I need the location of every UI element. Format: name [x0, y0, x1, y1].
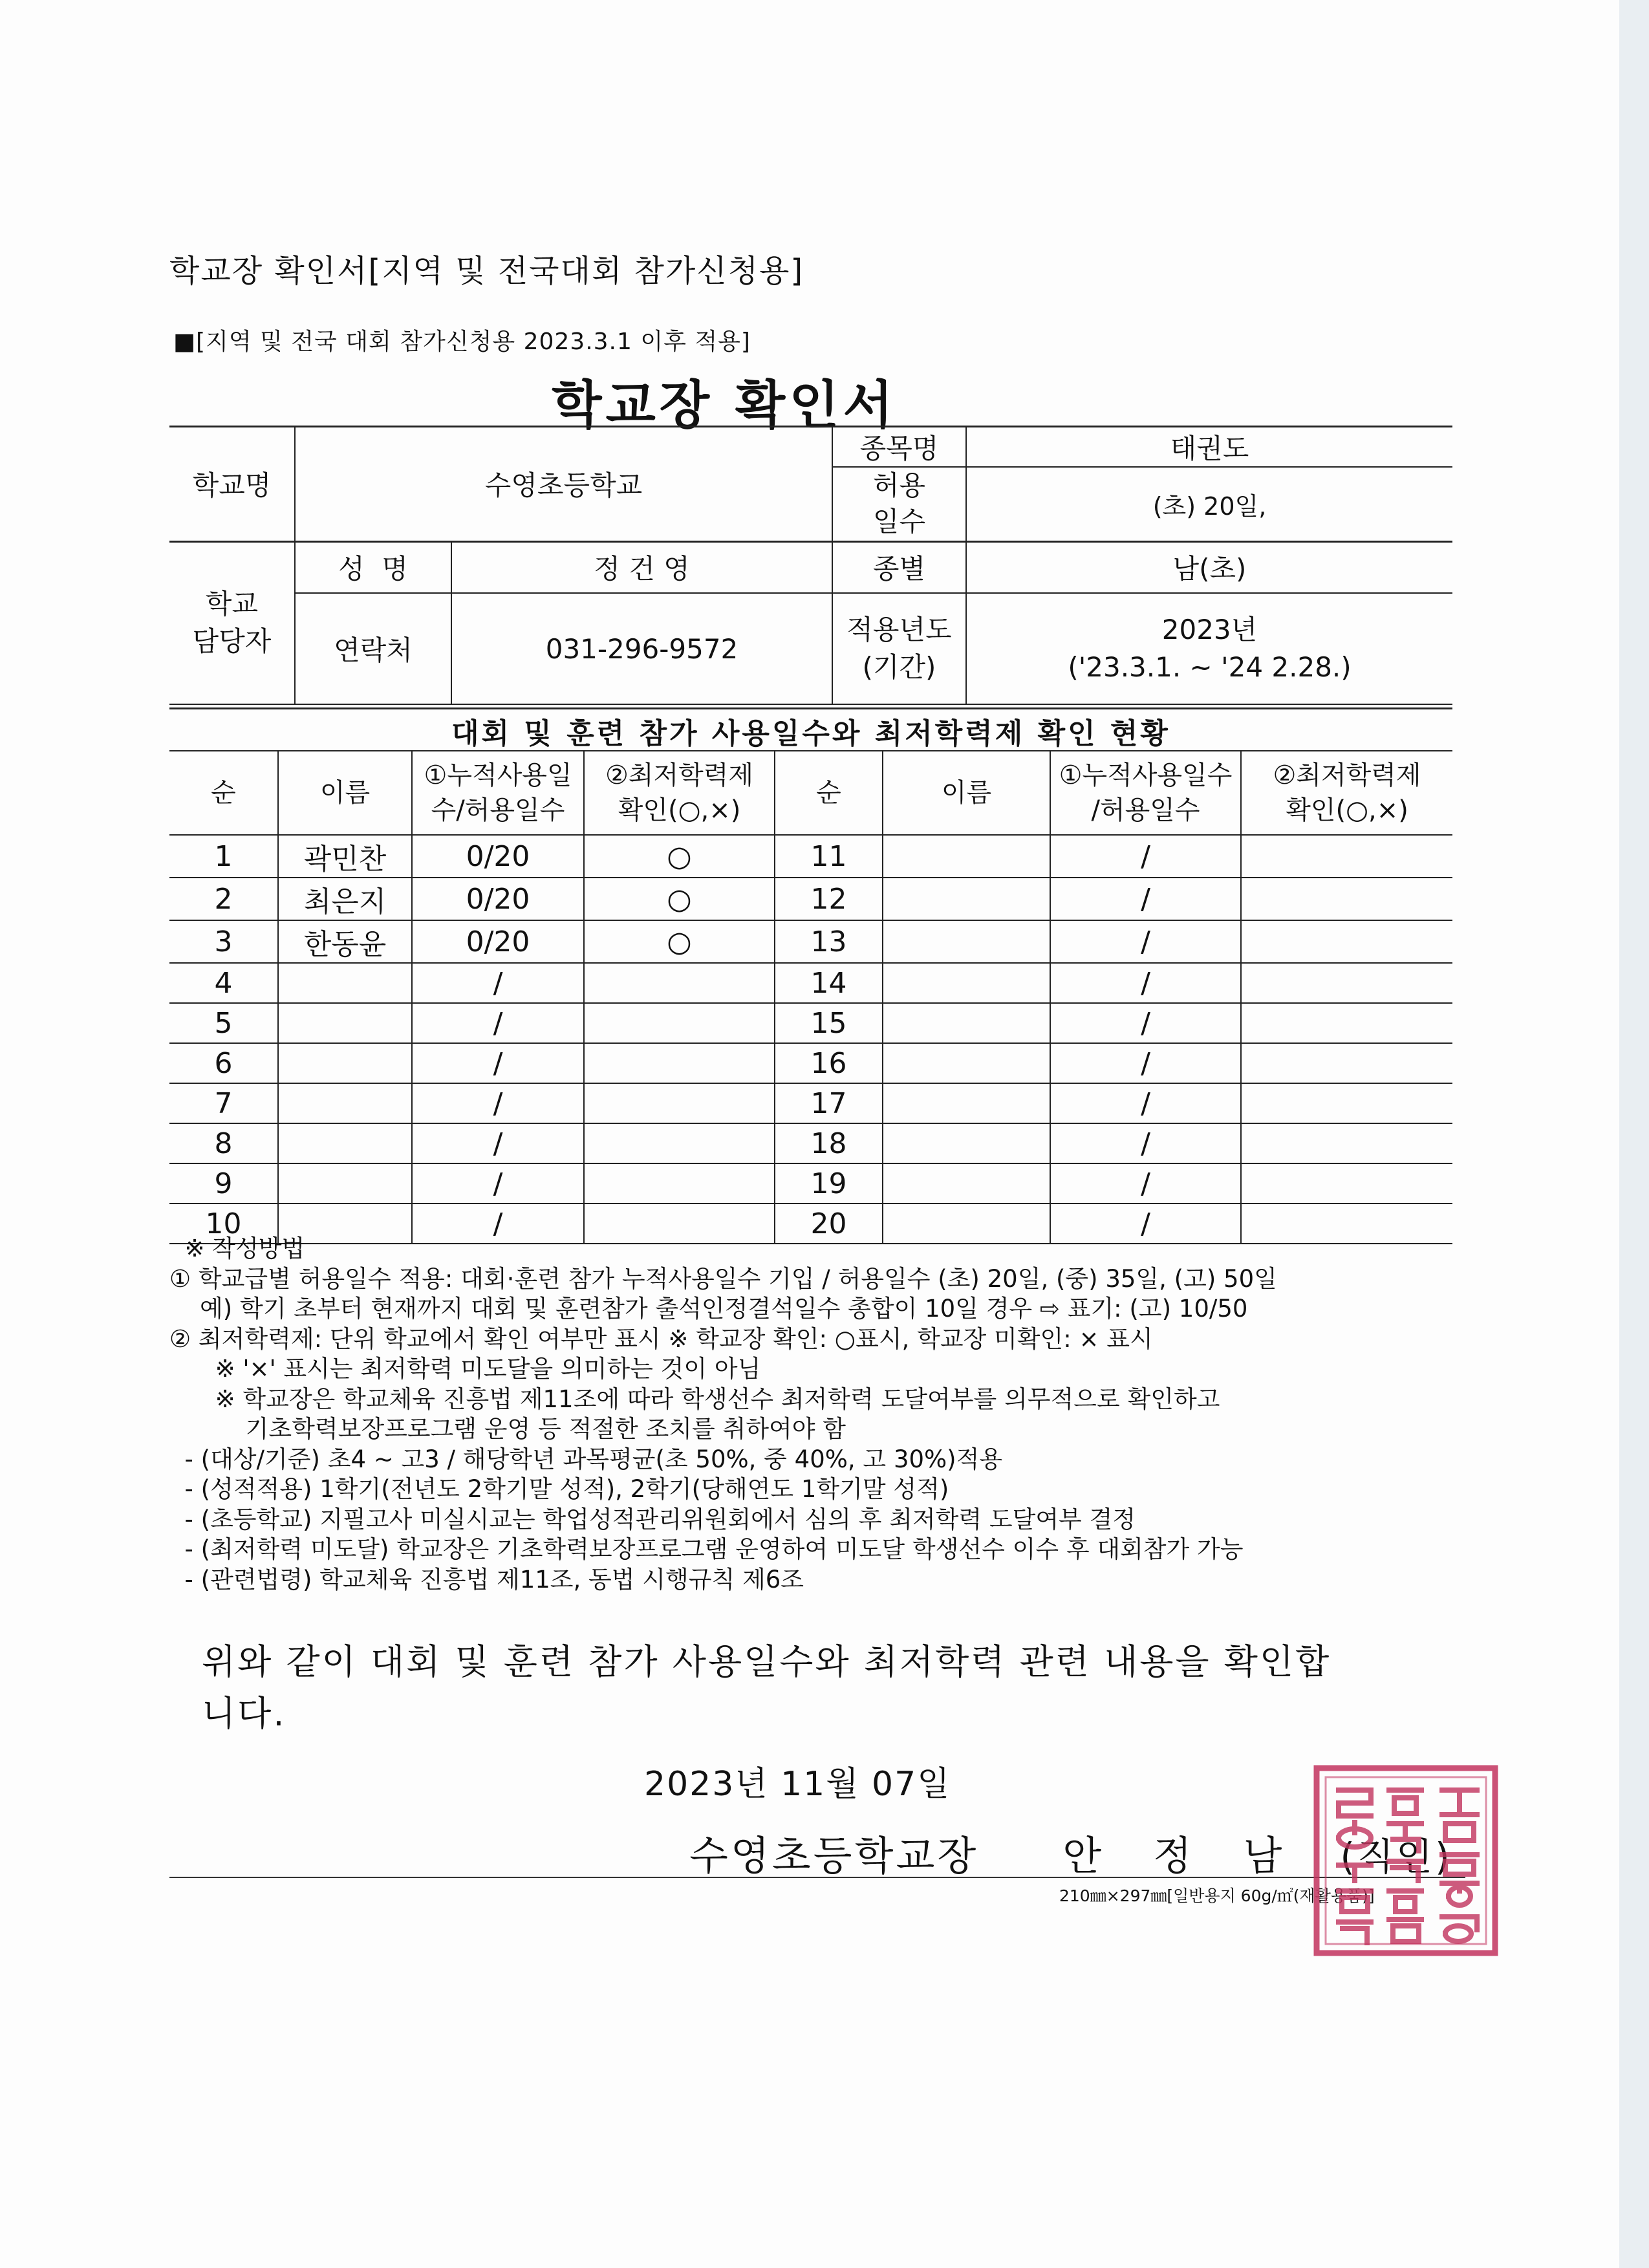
col-no: 순	[169, 751, 278, 835]
row-days: /	[1050, 1083, 1241, 1123]
row-check	[1241, 1083, 1452, 1123]
row-no: 10	[169, 1204, 278, 1244]
contact-value: 031-296-9572	[451, 593, 832, 704]
row-check: ○	[584, 878, 775, 920]
roster-header-row	[169, 751, 1452, 835]
row-check	[1241, 920, 1452, 963]
row-name	[883, 878, 1050, 920]
row-name	[883, 1123, 1050, 1163]
instruction-line: ① 학교급별 허용일수 적용: 대회·훈련 참가 누적사용일수 기입 / 허용일수 (초) 20일, (중) 35일, (고) 50일	[169, 1264, 1277, 1293]
row-no: 9	[169, 1163, 278, 1204]
signer-school: 수영초등학교장	[689, 1832, 979, 1879]
row-days: /	[412, 1163, 584, 1204]
instruction-line: ※ 작성방법	[169, 1235, 305, 1262]
row-check	[584, 1123, 775, 1163]
col-check: ②최저학력제 확인(○,×)	[584, 751, 775, 835]
row-name	[883, 835, 1050, 878]
row-check	[1241, 1003, 1452, 1043]
row-name	[883, 963, 1050, 1003]
row-name	[278, 1043, 412, 1083]
row-check	[1241, 963, 1452, 1003]
row-name	[278, 963, 412, 1003]
table-row	[169, 963, 1452, 1003]
row-check	[584, 1003, 775, 1043]
col-check-right: ②최저학력제 확인(○,×)	[1241, 751, 1452, 835]
row-days: /	[412, 1003, 584, 1043]
instruction-line: - (대상/기준) 초4 ~ 고3 / 해당학년 과목평균(초 50%, 중 40%, 고 30%)적용	[169, 1445, 1003, 1473]
row-no: 8	[169, 1123, 278, 1163]
issue-date: 2023년 11월 07일	[644, 1765, 951, 1804]
row-no: 6	[169, 1043, 278, 1083]
table-row	[169, 835, 1452, 878]
gender-label: 종별	[832, 541, 966, 593]
instruction-line: 예) 학기 초부터 현재까지 대회 및 훈련참가 출석인정결석일수 총합이 10일 경우 ⇨ 표기: (고) 10/50	[169, 1295, 1248, 1323]
row-check: ○	[584, 920, 775, 963]
row-check	[1241, 1043, 1452, 1083]
school-label: 학교명	[169, 427, 295, 542]
gender-value: 남(초)	[966, 541, 1452, 593]
row-days: /	[1050, 1163, 1241, 1204]
col-name: 이름	[278, 751, 412, 835]
row-name	[883, 920, 1050, 963]
row-no: 1	[169, 835, 278, 878]
row-days: /	[412, 963, 584, 1003]
row-no: 17	[775, 1083, 883, 1123]
table-row	[169, 1123, 1452, 1163]
row-days: /	[412, 1043, 584, 1083]
notice-line: ■[지역 및 전국 대회 참가신청용 2023.3.1 이후 적용]	[173, 329, 751, 355]
col-days: ①누적사용일 수/허용일수	[412, 751, 584, 835]
row-days: 0/20	[412, 920, 584, 963]
sport-label: 종목명	[832, 427, 966, 468]
instruction-line: - (성적적용) 1학기(전년도 2학기말 성적), 2학기(당해연도 1학기말 성적)	[169, 1475, 949, 1503]
row-name	[883, 1003, 1050, 1043]
row-days: /	[1050, 1043, 1241, 1083]
row-check: ○	[584, 835, 775, 878]
scan-edge	[1619, 0, 1649, 2268]
row-name: 한동윤	[278, 920, 412, 963]
row-name	[883, 1043, 1050, 1083]
signer-name: 안 정 남	[1062, 1832, 1302, 1879]
row-no: 14	[775, 963, 883, 1003]
manager-label: 학교 담당자	[169, 541, 295, 704]
row-check	[1241, 1163, 1452, 1204]
row-check	[584, 963, 775, 1003]
name-label: 성 명	[295, 541, 451, 593]
instruction-line: - (최저학력 미도달) 학교장은 기초학력보장프로그램 운영하여 미도달 학생선수 이수 후 대회참가 가능	[169, 1535, 1244, 1563]
col-name-right: 이름	[883, 751, 1050, 835]
row-name: 곽민찬	[278, 835, 412, 878]
row-days: /	[1050, 963, 1241, 1003]
row-days: /	[1050, 1204, 1241, 1244]
row-check	[584, 1163, 775, 1204]
row-days: /	[1050, 920, 1241, 963]
row-days: /	[1050, 835, 1241, 878]
row-no: 19	[775, 1163, 883, 1204]
row-check	[1241, 878, 1452, 920]
row-name: 최은지	[278, 878, 412, 920]
instruction-line: - (관련법령) 학교체육 진흥법 제11조, 동법 시행규칙 제6조	[169, 1565, 804, 1593]
info-table	[169, 426, 1452, 705]
row-no: 15	[775, 1003, 883, 1043]
contact-label: 연락처	[295, 593, 451, 704]
row-check	[584, 1043, 775, 1083]
row-no: 5	[169, 1003, 278, 1043]
row-days: 0/20	[412, 835, 584, 878]
row-check	[584, 1083, 775, 1123]
row-name	[278, 1003, 412, 1043]
paper-spec: 210㎜×297㎜[일반용지 60g/㎡(재활용품)]	[1059, 1886, 1375, 1905]
row-name	[883, 1083, 1050, 1123]
table-row	[169, 1163, 1452, 1204]
instruction-line: - (초등학교) 지필고사 미실시교는 학업성적관리위원회에서 심의 후 최저학력 도달여부 결정	[169, 1505, 1136, 1533]
seal-label: (직인)	[1340, 1835, 1452, 1879]
row-no: 3	[169, 920, 278, 963]
row-no: 11	[775, 835, 883, 878]
allowed-days-label: 허용 일수	[832, 467, 966, 541]
table-row	[169, 1083, 1452, 1123]
row-name	[883, 1163, 1050, 1204]
roster-table	[169, 750, 1452, 1244]
roster-title: 대회 및 훈련 참가 사용일수와 최저학력제 확인 현황	[451, 717, 1170, 750]
row-days: 0/20	[412, 878, 584, 920]
page-title: 학교장 확인서	[552, 375, 897, 435]
year-label: 적용년도 (기간)	[832, 593, 966, 704]
row-check	[1241, 835, 1452, 878]
row-no: 18	[775, 1123, 883, 1163]
confirmation-statement: 위와 같이 대회 및 훈련 참가 사용일수와 최저학력 관련 내용을 확인합 니다.	[202, 1641, 1331, 1734]
table-row	[169, 920, 1452, 963]
table-row	[169, 1003, 1452, 1043]
row-no: 12	[775, 878, 883, 920]
row-days: /	[1050, 1003, 1241, 1043]
row-no: 20	[775, 1204, 883, 1244]
col-days-right: ①누적사용일수 /허용일수	[1050, 751, 1241, 835]
row-days: /	[1050, 1123, 1241, 1163]
instruction-line: ※ 학교장은 학교체육 진흥법 제11조에 따라 학생선수 최저학력 도달여부를 의무적으로 확인하고	[169, 1385, 1220, 1413]
sport-value: 태권도	[966, 427, 1452, 468]
col-no-right: 순	[775, 751, 883, 835]
bottom-rule	[169, 1877, 1465, 1878]
allowed-days-value: (초) 20일,	[966, 467, 1452, 541]
row-no: 16	[775, 1043, 883, 1083]
name-value: 정 건 영	[451, 541, 832, 593]
row-name	[278, 1123, 412, 1163]
table-divider	[169, 707, 1452, 709]
year-value: 2023년 ('23.3.1. ~ '24 2.28.)	[966, 593, 1452, 704]
table-row	[169, 1043, 1452, 1083]
school-value: 수영초등학교	[295, 427, 832, 542]
row-no: 7	[169, 1083, 278, 1123]
instructions	[169, 1234, 1277, 1595]
official-seal-stamp	[1313, 1764, 1499, 1957]
row-no: 13	[775, 920, 883, 963]
row-no: 2	[169, 878, 278, 920]
row-no: 4	[169, 963, 278, 1003]
document-heading: 학교장 확인서[지역 및 전국대회 참가신청용]	[169, 253, 804, 289]
row-days: /	[412, 1083, 584, 1123]
instruction-line: ② 최저학력제: 단위 학교에서 확인 여부만 표시 ※ 학교장 확인: ○표시, 학교장 미확인: × 표시	[169, 1324, 1153, 1353]
instruction-line: ※ '×' 표시는 최저학력 미도달을 의미하는 것이 아님	[169, 1355, 761, 1383]
table-row	[169, 878, 1452, 920]
row-days: /	[1050, 878, 1241, 920]
instruction-line: 기초학력보장프로그램 운영 등 적절한 조치를 취하여야 함	[169, 1415, 846, 1443]
row-days: /	[412, 1123, 584, 1163]
row-name	[278, 1163, 412, 1204]
row-check	[1241, 1123, 1452, 1163]
row-days: /	[412, 1204, 584, 1244]
row-name	[278, 1083, 412, 1123]
